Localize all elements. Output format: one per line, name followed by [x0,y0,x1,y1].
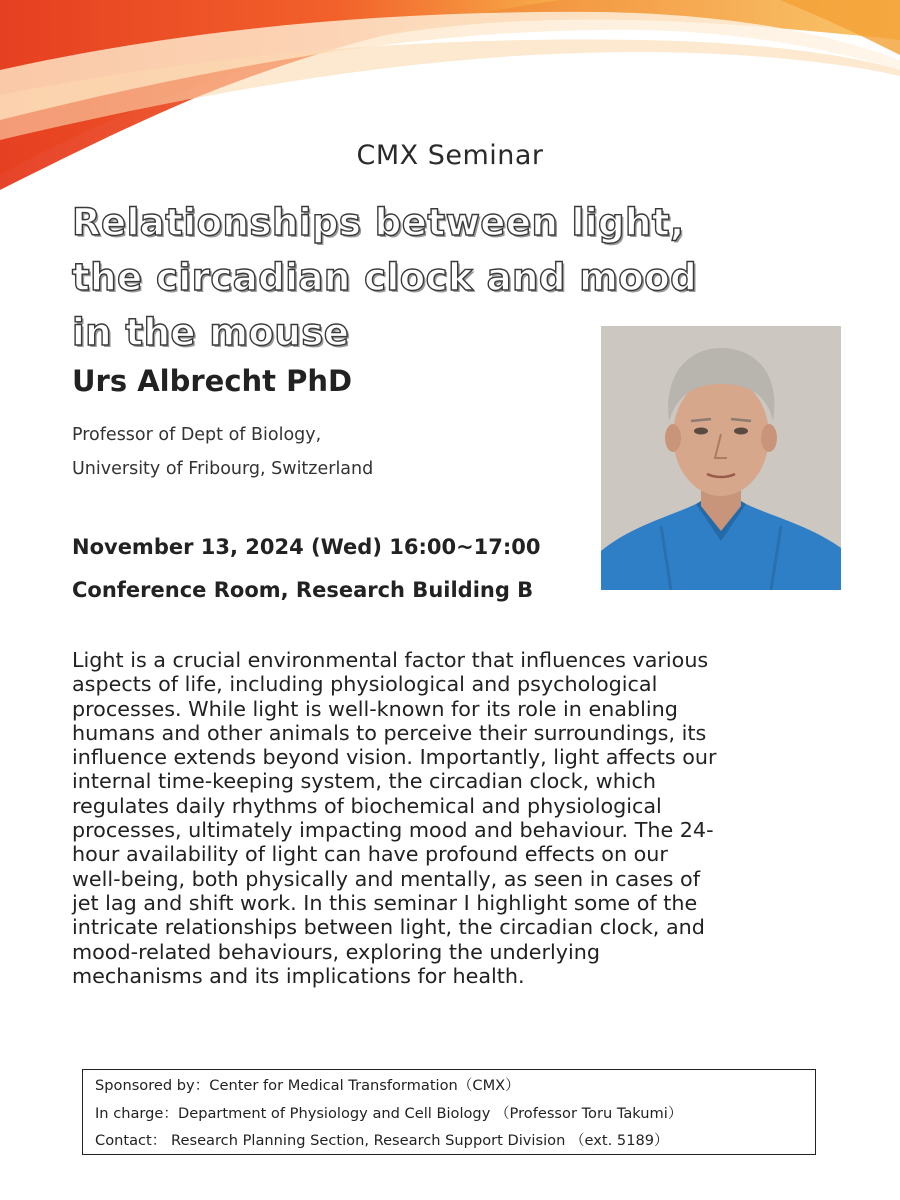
abstract-line: influence extends beyond vision. Importantly, light affects our [72,745,717,770]
abstract-line: humans and other animals to perceive their surroundings, its [72,720,707,745]
event-details [72,526,541,612]
seminar-series: CMX Seminar [356,140,544,171]
abstract-line: hour availability of light can have profound effects on our [72,842,668,867]
event-datetime: November 13, 2024 (Wed) 16:00~17:00 [72,535,541,559]
sponsor-box [82,1069,816,1155]
abstract [72,648,832,988]
abstract-line: internal time-keeping system, the circadian clock, which [72,769,657,794]
contact-info: Contact： Research Planning Section, Research Support Division （ext. 5189） [95,1132,669,1149]
abstract-line: well-being, both physically and mentally, as seen in cases of [72,866,700,891]
speaker-photo [601,326,841,590]
abstract-line: intricate relationships between light, the circadian clock, and [72,915,705,940]
abstract-line: regulates daily rhythms of biochemical and physiological [72,793,662,818]
abstract-line: mood-related behaviours, exploring the underlying [72,939,600,964]
abstract-line: processes, ultimately impacting mood and behaviour. The 24- [72,818,714,843]
sponsored-by: Sponsored by：Center for Medical Transformation（CMX） [95,1077,520,1094]
in-charge: In charge：Department of Physiology and Cell Biology （Professor Toru Takumi） [95,1104,683,1122]
title-line: the circadian clock and mood [72,256,698,299]
affiliation-line: University of Fribourg, Switzerland [72,459,374,479]
title-line: in the mouse [72,311,350,354]
abstract-line: mechanisms and its implications for health. [72,963,525,988]
event-venue: Conference Room, Research Building B [72,578,534,602]
title-line: Relationships between light, [72,201,685,244]
speaker-name: Urs Albrecht PhD [72,364,353,398]
abstract-line: aspects of life, including physiological and psychological [72,672,658,697]
abstract-line: processes. While light is well-known for its role in enabling [72,696,678,721]
affiliation-line: Professor of Dept of Biology, [72,425,322,445]
abstract-line: Light is a crucial environmental factor that influences various [72,648,709,672]
abstract-line: jet lag and shift work. In this seminar I highlight some of the [72,890,698,915]
speaker-affiliation [72,418,373,486]
